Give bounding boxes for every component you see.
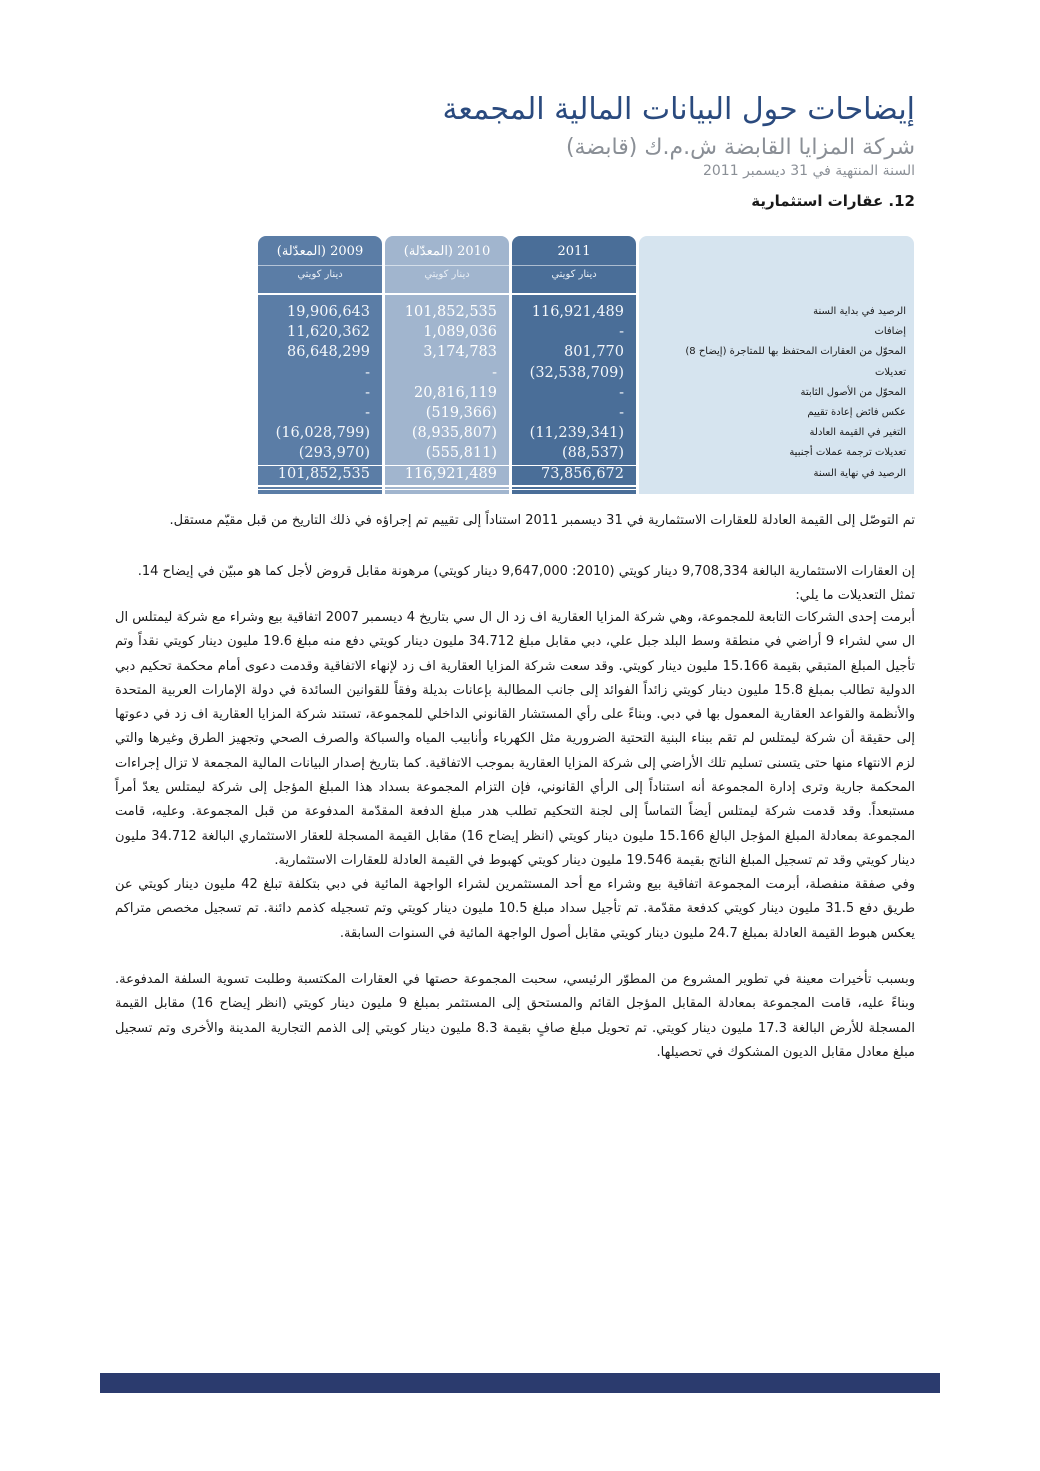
page-title: إيضاحات حول البيانات المالية المجمعة <box>442 92 915 127</box>
table-cell: 86,648,299 <box>286 344 370 361</box>
table-cell: 116,921,489 <box>531 304 624 320</box>
paragraph-adjustments-intro: تمثل التعديلات ما يلي: <box>795 588 915 603</box>
paragraph-pledged: إن العقارات الاستثمارية البالغة 9,708,334 دينار كويتي (2010: 9,647,000 دينار كويتي) مرهونة مقابل قروض لأجل كما هو مبيّن في إيضاح 14. <box>137 564 915 579</box>
table-cell: - <box>365 384 370 401</box>
column-header: 2009 (المعدّلة) <box>276 244 364 259</box>
bottom-divider <box>385 489 509 490</box>
table-cell: - <box>619 384 624 401</box>
bottom-divider <box>512 485 636 487</box>
total-divider <box>258 465 382 466</box>
header-divider <box>512 293 636 295</box>
total-divider <box>512 465 636 466</box>
header-divider <box>258 293 382 295</box>
row-label: إضافات <box>874 326 906 338</box>
table-cell: 11,620,362 <box>286 324 370 341</box>
column-cells <box>512 302 636 484</box>
table-cell: 1,089,036 <box>423 324 497 341</box>
table-cell: (293,970) <box>298 445 370 462</box>
bottom-divider <box>385 485 509 487</box>
row-label: التغير في القيمة العادلة <box>809 427 906 439</box>
column-unit: دينار كويتي <box>297 269 343 280</box>
row-label: المحوّل من العقارات المحتفظ بها للمتاجرة (إيضاح 8) <box>685 346 906 358</box>
row-label: المحوّل من الأصول الثابتة <box>800 386 906 398</box>
section-title: 12. عقارات استثمارية <box>751 192 915 210</box>
column-header: 2010 (المعدّلة) <box>403 244 491 259</box>
table-cell: - <box>619 404 624 421</box>
bottom-divider <box>258 485 382 487</box>
footer-bar <box>100 1373 940 1393</box>
table-cell: 3,174,783 <box>423 344 497 361</box>
table-cell: (555,811) <box>425 445 497 462</box>
table-cell: (8,935,807) <box>411 425 497 442</box>
paragraph-delays: وبسبب تأخيرات معينة في تطوير المشروع من المطوّر الرئيسي، سحبت المجموعة حصتها في العقارات المكتسبة وطلبت تسوية السلفة المدفوعة. وبناءً عليه، قامت المجموعة بمعادلة المقابل المؤجل القائم والمستحق إلى المستثمر بمبلغ 9 مليون دينار كويتي (انظر إيضاح 16) مقابل القيمة المسجلة للأرض البالغة 17.3 مليون دينار كويتي. تم تحويل مبلغ صافٍ بقيمة 8.3 مليون دينار كويتي إلى الذمم التجارية المدينة والأخرى وتم تسجيل مبلغ معادل مقابل الديون المشكوك في تحصيلها. <box>115 972 916 1060</box>
paragraph-limitless: أبرمت إحدى الشركات التابعة للمجموعة، وهي شركة المزايا العقارية اف زد ال ال سي بتاريخ 4 ديسمبر 2007 اتفاقية بيع وشراء مع شركة ليمتلس ال ال سي لشراء 9 أراضي في منطقة وسط البلد جبل علي، دبي مقابل مبلغ 34.712 مليون دينار كويتي دفع منه مبلغ 19.6 مليون دينار كويتي نقداً وتم تأجيل المبلغ المتبقي بقيمة 15.166 مليون دينار كويتي. وقد سعت شركة المزايا العقارية اف زد لإنهاء الاتفاقية وقدمت دعوى أمام محكمة تحكيم دبي الدولية تطالب بمبلغ 15.8 مليون دينار كويتي زائداً الفوائد إلى جانب المطالبة بإعانات بديلة وفقاً للقوانين السائدة في دولة الإمارات العربية المتحدة والأنظمة والقواعد العقارية المعمول بها في دبي. وبناءً على رأي المستشار القانوني الداخلي للمجموعة، تستند شركة المزايا العقارية اف زد في دعوتها إلى حقيقة أن شركة ليمتلس لم تقم ببناء البنية التحتية الضرورية مثل الكهرباء وأنابيب المياه والسباكة والصرف الصحي وتجهيز الطرق وغيرها والتي لزم الانتهاء منها حتى يتسنى تسليم تلك الأراضي إلى شركة المزايا العقارية بموجب الاتفاقية. كما بتاريخ إصدار البيانات المالية المجمعة لا تزال إجراءات المحكمة جارية وترى إدارة المجموعة أنه استناداً إلى الرأي القانوني، فإن التزام المجموعة بسداد هذا المبلغ المؤجل إلى شركة ليمتلس يعدّ أمراً مستبعداً. وقد قدمت شركة ليمتلس أيضاً التماساً إلى لجنة التحكيم تطلب هدر مبلغ الدفعة المقدّمة المدفوعة من قبل المجموعة. وعليه، قامت المجموعة بمعادلة المبلغ المؤجل البالغ 15.166 مليون دينار كويتي (انظر إيضاح 16) مقابل القيمة المسجلة للعقار الاستثماري البالغة 34.712 مليون دينار كويتي وقد تم تسجيل المبلغ الناتج بقيمة 19.546 مليون دينار كويتي كهبوط في القيمة العادلة للعقارات الاستثمارية. <box>115 610 915 868</box>
table-cell: - <box>365 404 370 421</box>
column-unit: دينار كويتي <box>424 269 470 280</box>
table-cell: 801,770 <box>564 344 624 361</box>
header-divider <box>258 265 382 266</box>
bottom-divider <box>258 489 382 490</box>
row-labels <box>639 302 914 484</box>
column-unit: دينار كويتي <box>551 269 597 280</box>
bottom-divider <box>512 489 636 490</box>
header-divider <box>385 265 509 266</box>
table-cell: 101,852,535 <box>404 304 497 320</box>
header-divider <box>385 293 509 295</box>
column-labels <box>639 236 914 494</box>
column-2010 <box>385 236 509 494</box>
column-2009 <box>258 236 382 494</box>
row-label: تعديلات <box>874 366 906 378</box>
company-name: شركة المزايا القابضة ش.م.ك (قابضة) <box>565 135 915 160</box>
investment-properties-table <box>258 236 914 494</box>
table-cell: (88,537) <box>561 445 624 462</box>
table-cell: (16,028,799) <box>275 425 370 442</box>
total-divider <box>385 465 509 466</box>
table-cell: (519,366) <box>425 404 497 421</box>
column-cells <box>258 302 382 484</box>
table-cell: - <box>365 364 370 381</box>
table-cell: (11,239,341) <box>529 425 624 442</box>
table-cell: - <box>492 364 497 381</box>
paragraph-fair-value: تم التوصّل إلى القيمة العادلة للعقارات الاستثمارية في 31 ديسمبر 2011 استناداً إلى تقييم تم إجراؤه في ذلك التاريخ من قبل مقيّم مستقل. <box>169 513 915 528</box>
row-label: تعديلات ترجمة عملات أجنبية <box>789 447 906 459</box>
column-header: 2011 <box>557 244 591 259</box>
header-divider <box>512 265 636 266</box>
table-cell-total: 73,856,672 <box>540 465 624 482</box>
column-2011 <box>512 236 636 494</box>
table-cell: 19,906,643 <box>286 304 370 320</box>
period-label: السنة المنتهية في 31 ديسمبر 2011 <box>702 163 915 179</box>
table-cell-total: 116,921,489 <box>404 465 497 482</box>
row-label: عكس فائض إعادة تقييم <box>807 406 906 418</box>
paragraph-waterfront: وفي صفقة منفصلة، أبرمت المجموعة اتفاقية بيع وشراء مع أحد المستثمرين لشراء الواجهة المائية في دبي بتكلفة تبلغ 42 مليون دينار كويتي عن طريق دفع 31.5 مليون دينار كويتي كدفعة مقدّمة. تم تأجيل سداد مبلغ 10.5 مليون دينار كويتي وتم تسجيله كذمم دائنة. تم تسجيل مخصص متراكم يعكس هبوط القيمة العادلة بمبلغ 24.7 مليون دينار كويتي مقابل أصول الواجهة المائية في السنوات السابقة. <box>115 877 915 941</box>
table-cell: 20,816,119 <box>413 384 497 401</box>
table-cell-total: 101,852,535 <box>277 465 370 482</box>
table-cell: (32,538,709) <box>529 364 624 381</box>
row-label-total: الرصيد في نهاية السنة <box>813 467 906 479</box>
table-cell: - <box>619 324 624 341</box>
row-label: الرصيد في بداية السنة <box>813 306 906 317</box>
column-cells <box>385 302 509 484</box>
